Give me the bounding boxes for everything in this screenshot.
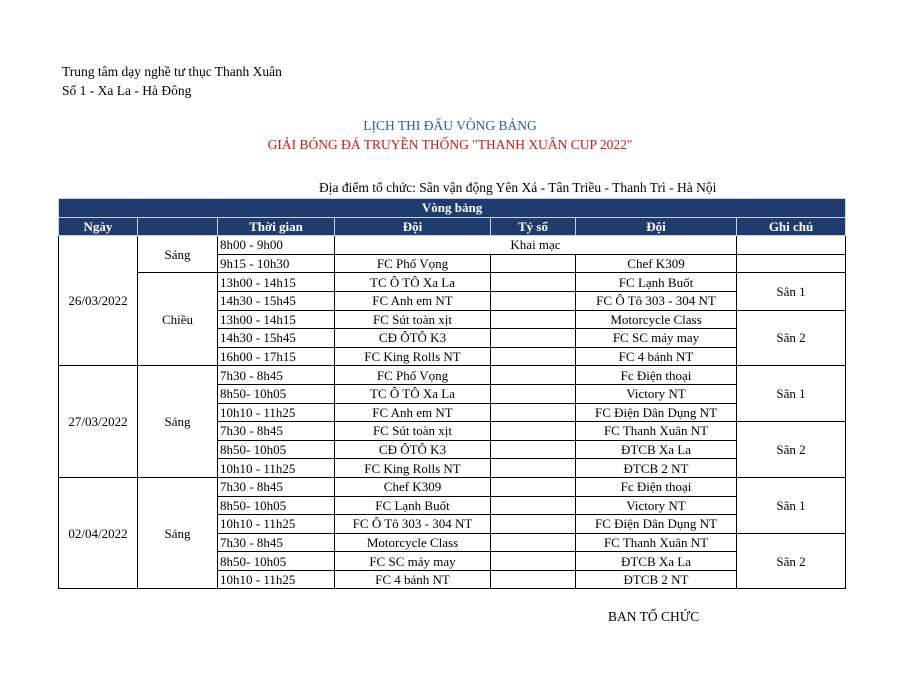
field-cell: Sân 1 bbox=[737, 366, 846, 422]
time-cell: 9h15 - 10h30 bbox=[218, 254, 335, 273]
time-cell: 10h10 - 11h25 bbox=[218, 459, 335, 478]
score-cell bbox=[491, 347, 576, 366]
team1-cell: FC King Rolls NT bbox=[335, 347, 491, 366]
session-cell: Chiều bbox=[138, 273, 218, 366]
opening-cell: Khai mạc bbox=[335, 236, 737, 255]
table-row bbox=[59, 477, 846, 496]
score-cell bbox=[491, 366, 576, 385]
team2-cell: Victory NT bbox=[576, 384, 737, 403]
team1-cell: FC Sút toàn xịt bbox=[335, 310, 491, 329]
team1-cell: FC Ô Tô 303 - 304 NT bbox=[335, 515, 491, 534]
group-header-row bbox=[59, 199, 846, 218]
score-cell bbox=[491, 440, 576, 459]
team1-cell: CĐ ÔTÔ K3 bbox=[335, 329, 491, 348]
team1-cell: Chef K309 bbox=[335, 477, 491, 496]
field-cell: Sân 1 bbox=[737, 273, 846, 310]
team2-cell: Motorcycle Class bbox=[576, 310, 737, 329]
team2-cell: Chef K309 bbox=[576, 254, 737, 273]
team1-cell: FC Anh em NT bbox=[335, 291, 491, 310]
field-cell: Sân 2 bbox=[737, 533, 846, 589]
tournament-title: GIẢI BÓNG ĐÁ TRUYỀN THỐNG "THANH XUÂN CUP 2022" bbox=[267, 137, 633, 152]
team2-cell: ĐTCB Xa La bbox=[576, 552, 737, 571]
date-cell: 27/03/2022 bbox=[59, 366, 138, 478]
team2-cell: FC 4 bánh NT bbox=[576, 347, 737, 366]
group-stage-header: Vòng bảng bbox=[59, 199, 846, 218]
time-cell: 8h50- 10h05 bbox=[218, 440, 335, 459]
col-team2: Đội bbox=[576, 217, 737, 236]
time-cell: 7h30 - 8h45 bbox=[218, 422, 335, 441]
team1-cell: FC King Rolls NT bbox=[335, 459, 491, 478]
time-cell: 7h30 - 8h45 bbox=[218, 477, 335, 496]
score-cell bbox=[491, 459, 576, 478]
team2-cell: ĐTCB 2 NT bbox=[576, 570, 737, 589]
score-cell bbox=[491, 477, 576, 496]
team2-cell: FC Ô Tô 303 - 304 NT bbox=[576, 291, 737, 310]
col-session bbox=[138, 217, 218, 236]
column-header-row bbox=[59, 217, 846, 236]
time-cell: 10h10 - 11h25 bbox=[218, 570, 335, 589]
team2-cell: FC Điện Dân Dụng NT bbox=[576, 515, 737, 534]
score-cell bbox=[491, 515, 576, 534]
team1-cell: Motorcycle Class bbox=[335, 533, 491, 552]
score-cell bbox=[491, 384, 576, 403]
score-cell bbox=[491, 291, 576, 310]
note-cell bbox=[737, 236, 846, 255]
org-address: Số 1 - Xa La - Hà Đông bbox=[62, 83, 192, 98]
field-cell: Sân 2 bbox=[737, 310, 846, 366]
team1-cell: FC Sút toàn xịt bbox=[335, 422, 491, 441]
score-cell bbox=[491, 570, 576, 589]
schedule-table bbox=[58, 198, 846, 589]
col-time: Thời gian bbox=[218, 217, 335, 236]
team2-cell: Fc Điện thoại bbox=[576, 477, 737, 496]
col-score: Tỷ số bbox=[491, 217, 576, 236]
score-cell bbox=[491, 310, 576, 329]
col-note: Ghi chú bbox=[737, 217, 846, 236]
venue-line: Địa điểm tổ chức: Sân vận động Yên Xá - Tân Triều - Thanh Trì - Hà Nội bbox=[319, 180, 717, 195]
time-cell: 16h00 - 17h15 bbox=[218, 347, 335, 366]
table-row bbox=[59, 366, 846, 385]
score-cell bbox=[491, 254, 576, 273]
session-cell: Sáng bbox=[138, 366, 218, 478]
team2-cell: FC Thanh Xuân NT bbox=[576, 533, 737, 552]
score-cell bbox=[491, 533, 576, 552]
team1-cell: FC 4 bánh NT bbox=[335, 570, 491, 589]
score-cell bbox=[491, 496, 576, 515]
time-cell: 10h10 - 11h25 bbox=[218, 515, 335, 534]
score-cell bbox=[491, 403, 576, 422]
schedule-title: LỊCH THI ĐẤU VÒNG BẢNG bbox=[363, 118, 537, 133]
team2-cell: FC Lạnh Buốt bbox=[576, 273, 737, 292]
organizer-signature: BAN TỔ CHỨC bbox=[608, 609, 700, 624]
field-cell: Sân 2 bbox=[737, 422, 846, 478]
table-row bbox=[59, 273, 846, 292]
session-cell: Sáng bbox=[138, 236, 218, 273]
team1-cell: FC Phố Vọng bbox=[335, 254, 491, 273]
team2-cell: FC SC máy may bbox=[576, 329, 737, 348]
col-day: Ngày bbox=[59, 217, 138, 236]
score-cell bbox=[491, 422, 576, 441]
time-cell: 7h30 - 8h45 bbox=[218, 366, 335, 385]
team2-cell: Victory NT bbox=[576, 496, 737, 515]
time-cell: 8h50- 10h05 bbox=[218, 552, 335, 571]
note-cell bbox=[737, 254, 846, 273]
time-cell: 7h30 - 8h45 bbox=[218, 533, 335, 552]
team1-cell: FC Lạnh Buốt bbox=[335, 496, 491, 515]
time-cell: 8h50- 10h05 bbox=[218, 496, 335, 515]
time-cell: 14h30 - 15h45 bbox=[218, 291, 335, 310]
time-cell: 14h30 - 15h45 bbox=[218, 329, 335, 348]
session-cell: Sáng bbox=[138, 477, 218, 589]
team2-cell: Fc Điện thoại bbox=[576, 366, 737, 385]
score-cell bbox=[491, 552, 576, 571]
date-cell: 26/03/2022 bbox=[59, 236, 138, 366]
col-team1: Đội bbox=[335, 217, 491, 236]
team1-cell: TC Ô TÔ Xa La bbox=[335, 273, 491, 292]
time-cell: 13h00 - 14h15 bbox=[218, 310, 335, 329]
date-cell: 02/04/2022 bbox=[59, 477, 138, 589]
team2-cell: ĐTCB 2 NT bbox=[576, 459, 737, 478]
time-cell: 8h50- 10h05 bbox=[218, 384, 335, 403]
team1-cell: FC SC máy may bbox=[335, 552, 491, 571]
team1-cell: FC Phố Vọng bbox=[335, 366, 491, 385]
team2-cell: ĐTCB Xa La bbox=[576, 440, 737, 459]
time-cell: 8h00 - 9h00 bbox=[218, 236, 335, 255]
field-cell: Sân 1 bbox=[737, 477, 846, 533]
team2-cell: FC Thanh Xuân NT bbox=[576, 422, 737, 441]
score-cell bbox=[491, 273, 576, 292]
org-name: Trung tâm dạy nghề tư thục Thanh Xuân bbox=[62, 64, 282, 79]
team1-cell: CĐ ÔTÔ K3 bbox=[335, 440, 491, 459]
team2-cell: FC Điện Dân Dụng NT bbox=[576, 403, 737, 422]
time-cell: 10h10 - 11h25 bbox=[218, 403, 335, 422]
table-row bbox=[59, 236, 846, 255]
team1-cell: TC Ô TÔ Xa La bbox=[335, 384, 491, 403]
team1-cell: FC Anh em NT bbox=[335, 403, 491, 422]
score-cell bbox=[491, 329, 576, 348]
time-cell: 13h00 - 14h15 bbox=[218, 273, 335, 292]
